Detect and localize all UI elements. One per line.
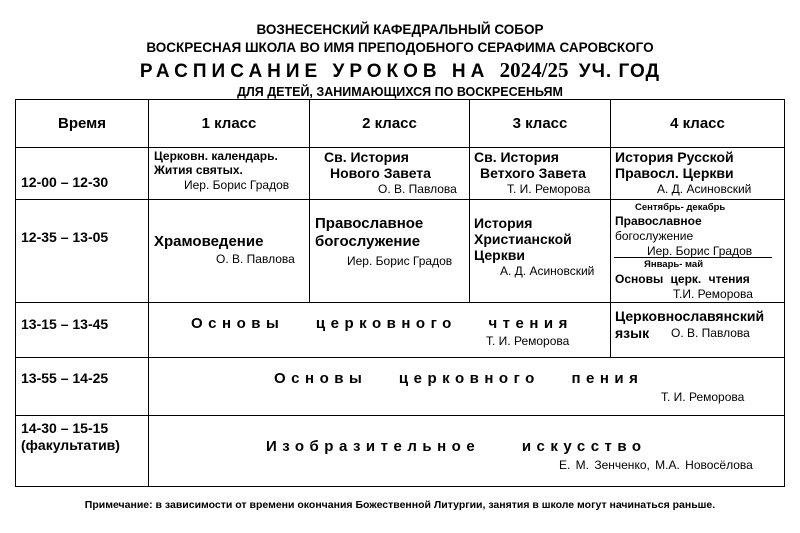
lesson-subject: Нового Завета [330,165,431,181]
schedule-title-prefix: РАСПИСАНИЕ УРОКОВ НА [139,61,490,82]
lesson-teacher: Т. И. Реморова [486,334,570,348]
school-year: 2024/25 [499,58,569,82]
time-slot [16,358,149,416]
column-header-class-2: 2 класс [310,100,470,148]
lesson-subject: богослужение [615,229,694,243]
time-slot-note: (факультатив) [21,437,120,453]
lesson-subject: Основы церк. чтения [615,272,750,286]
lesson-teacher: Т. И. Реморова [507,182,591,196]
lesson-cell [149,148,310,200]
table-row [16,303,785,358]
table-header-row [16,100,785,148]
lesson-cell [310,200,470,303]
column-header-time: Время [16,100,149,148]
lesson-cell [470,148,611,200]
lesson-teacher: О. В. Павлова [216,252,295,266]
lesson-subject: Церковн. календарь. [154,149,278,163]
lesson-cell [149,200,310,303]
lesson-subject: История Русской [615,149,734,165]
lesson-subject: Изобразительное искусство [266,438,647,455]
lesson-subject: Жития святых. [154,163,243,177]
table-row [16,358,785,416]
lesson-cell [470,200,611,303]
lesson-cell [611,148,785,200]
lesson-period: Январь- май [644,259,704,270]
column-header-class-4: 4 класс [611,100,785,148]
lesson-cell-merged [149,303,611,358]
column-header-class-3: 3 класс [470,100,611,148]
table-row [16,416,785,487]
table-row [16,200,785,303]
lesson-subject: Ветхого Завета [480,165,586,181]
lesson-teacher: А. Д. Асиновский [500,264,595,278]
lesson-cell-merged [149,416,785,487]
time-slot [16,148,149,200]
schedule-title-suffix: УЧ. ГОД [578,61,661,82]
lesson-subject: Основы церковного чтения [191,315,573,332]
time-slot-label: 13-15 – 13-45 [21,316,109,332]
lesson-teacher: А. Д. Асиновский [657,182,752,196]
lesson-subject: Церкви [474,247,525,263]
lesson-teacher: Иер. Борис Градов [347,254,453,268]
time-slot-label: 12-00 – 12-30 [21,174,109,190]
lesson-teacher: Т.И. Реморова [673,287,753,301]
lesson-subject: язык [615,325,650,341]
lesson-subject: Православное [315,215,424,232]
table-row [16,148,785,200]
lesson-teacher: Е. М. Зенченко, М.А. Новосёлова [559,458,753,472]
time-slot [16,303,149,358]
lesson-subject: Св. История [324,149,409,165]
time-slot-label: 12-35 – 13-05 [21,229,109,245]
lesson-cell [310,148,470,200]
schedule-note: Примечание: в зависимости от времени окончания Божественной Литургии, занятия в школе могут начинаться раньше. [84,499,716,511]
lesson-cell [611,200,785,303]
lesson-subject: История [474,215,533,231]
lesson-subject: Правосл. Церкви [615,165,734,181]
lesson-subject: Православное [615,214,702,228]
lesson-teacher: Т. И. Реморова [661,390,745,404]
lesson-subject: Церковнославянский [615,308,765,324]
lesson-subject: Христианской [474,231,572,247]
lesson-subject: Храмоведение [154,233,264,250]
time-slot-label: 13-55 – 14-25 [21,370,109,386]
school-name: ВОСКРЕСНАЯ ШКОЛА ВО ИМЯ ПРЕПОДОБНОГО СЕРАФИМА САРОВСКОГО [146,40,654,55]
period-divider [614,257,772,258]
column-header-class-1: 1 класс [149,100,310,148]
lesson-cell [611,303,785,358]
schedule-table [15,99,785,487]
time-slot-label: 14-30 – 15-15 [21,420,109,436]
lesson-teacher: О. В. Павлова [378,182,457,196]
schedule-subtitle: ДЛЯ ДЕТЕЙ, ЗАНИМАЮЩИХСЯ ПО ВОСКРЕСЕНЬЯМ [237,85,563,99]
lesson-subject: Основы церковного пения [274,370,644,387]
lesson-teacher: Иер. Борис Градов [647,244,753,258]
lesson-subject: Св. История [474,149,559,165]
schedule-title [0,58,800,83]
time-slot [16,200,149,303]
time-slot [16,416,149,487]
lesson-cell-merged [149,358,785,416]
lesson-teacher: О. В. Павлова [671,326,750,340]
school-cathedral-title: ВОЗНЕСЕНСКИЙ КАФЕДРАЛЬНЫЙ СОБОР [256,22,544,37]
lesson-period: Сентябрь- декабрь [635,202,726,213]
lesson-subject: богослужение [315,233,421,250]
lesson-teacher: Иер. Борис Градов [184,178,290,192]
